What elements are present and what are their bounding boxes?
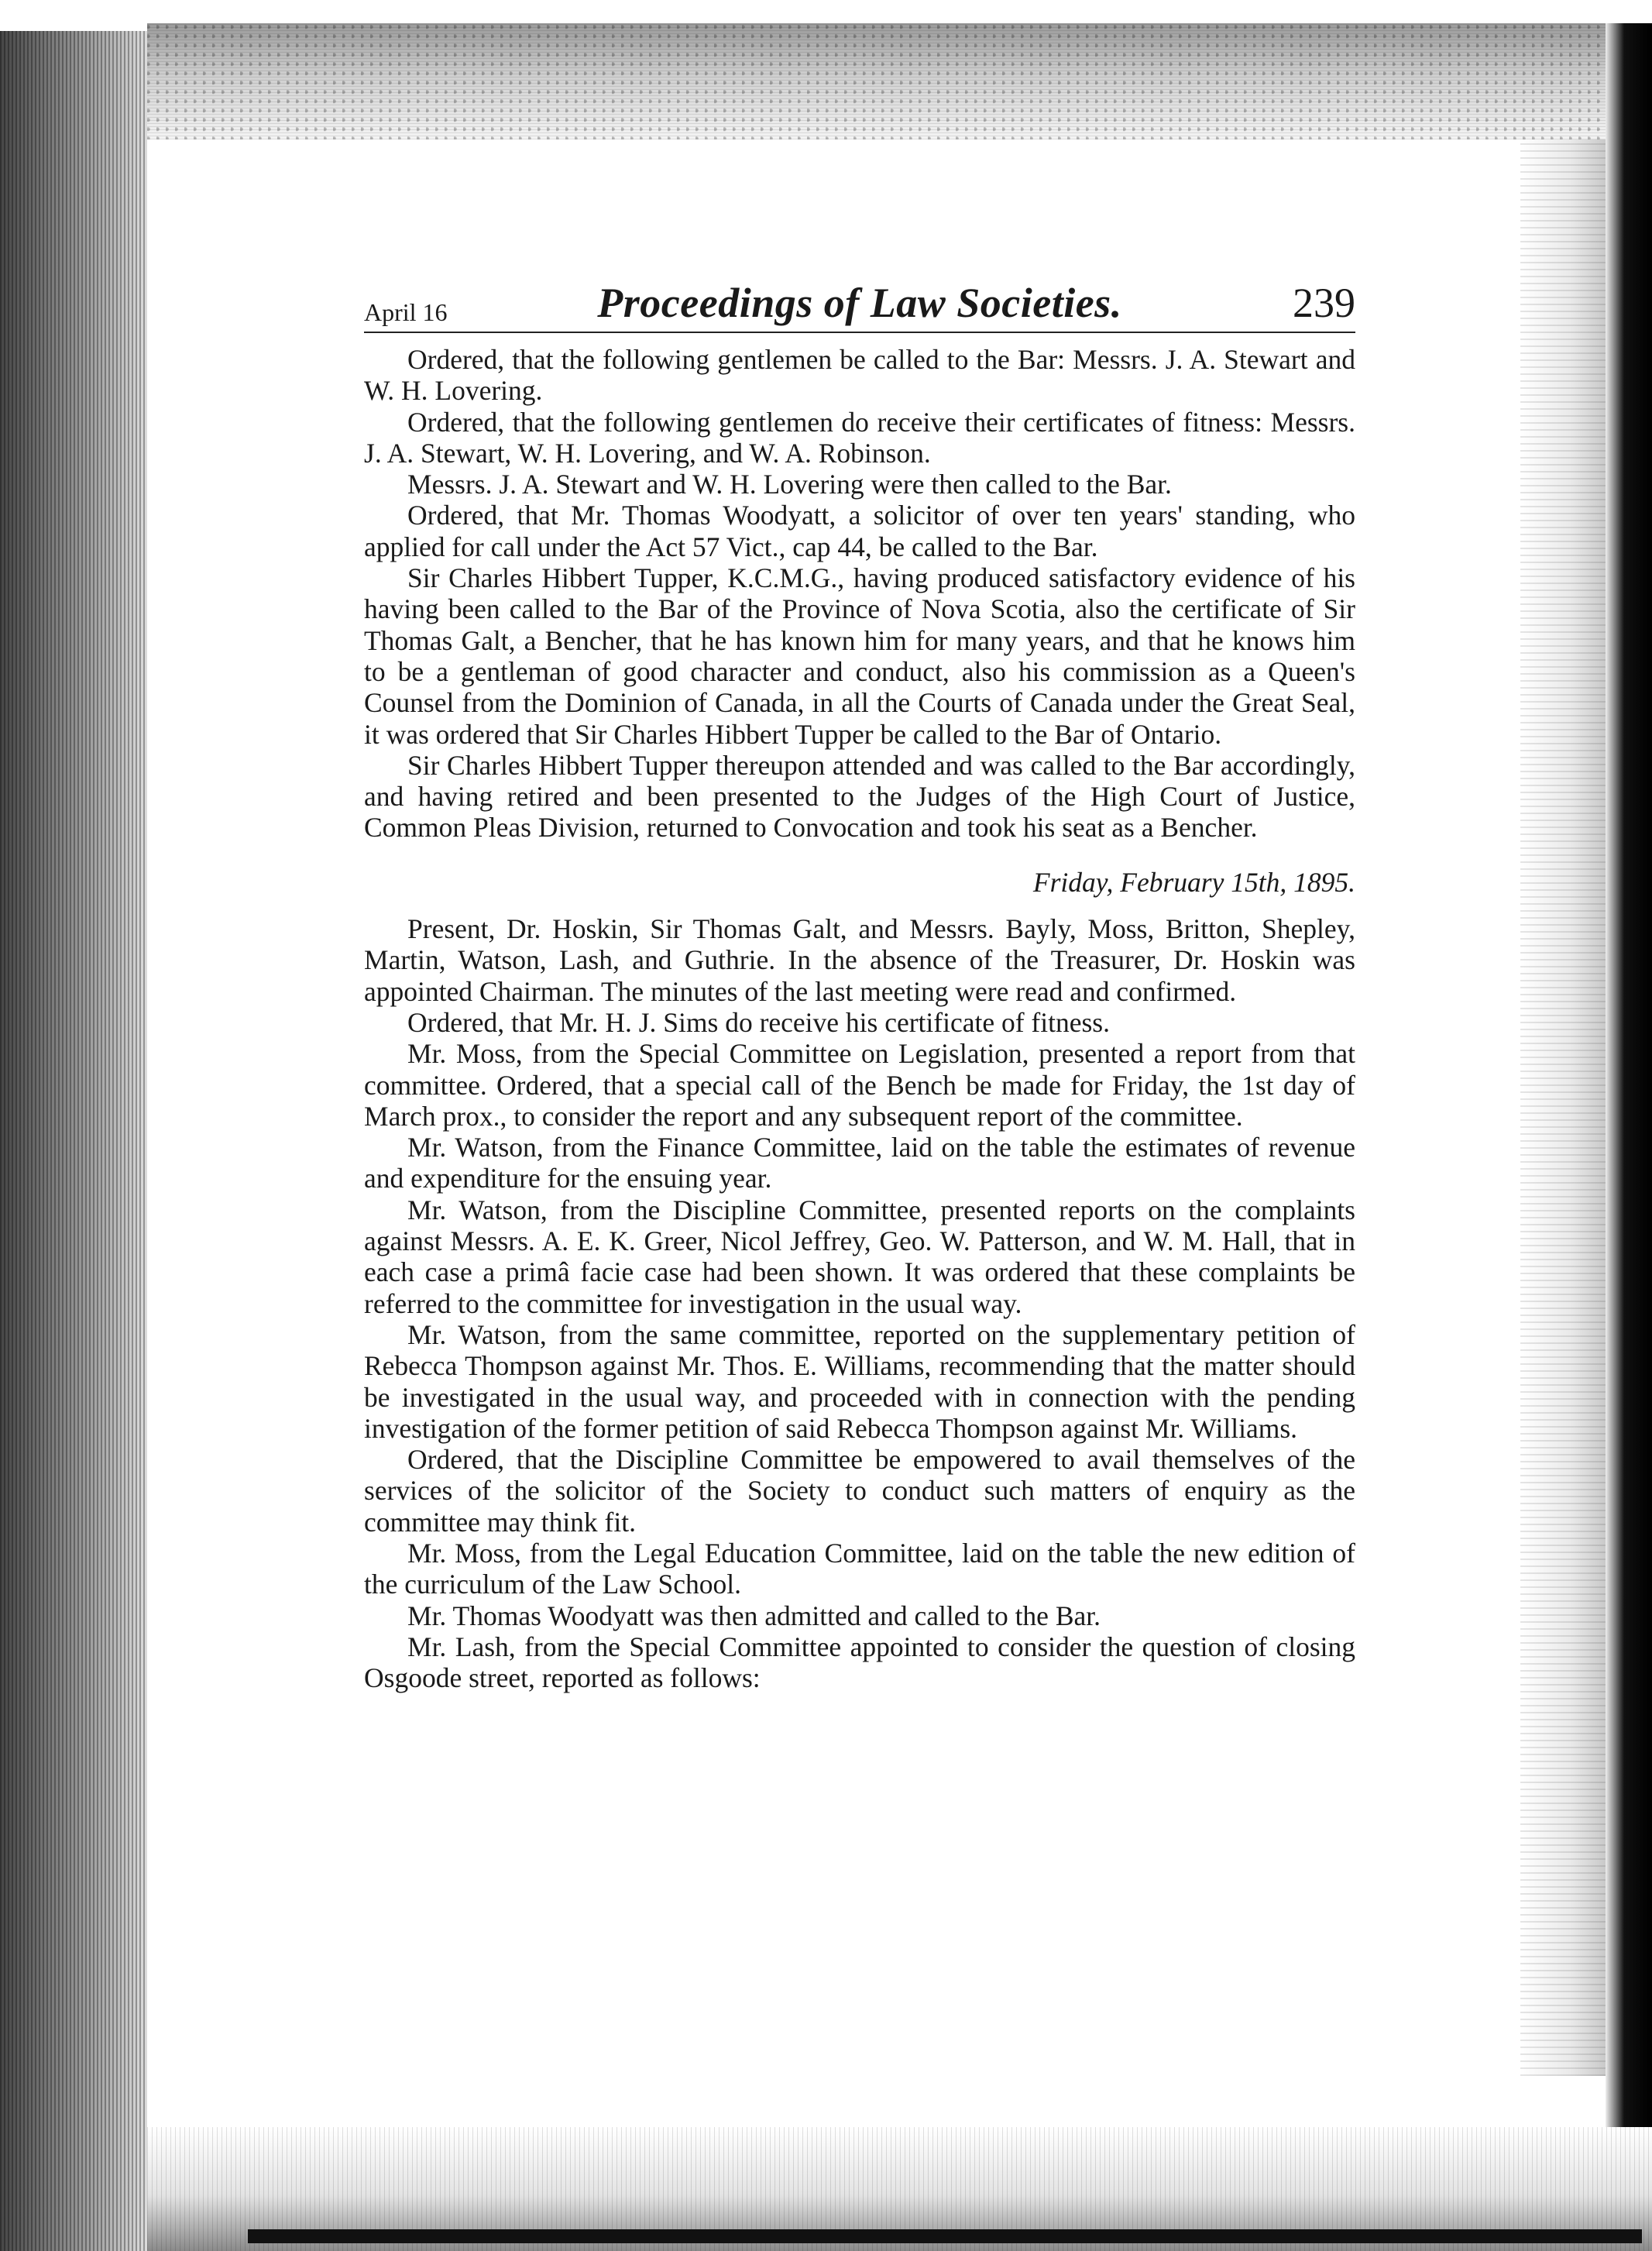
header-date: April 16 (364, 298, 448, 326)
paragraph: Ordered, that the following gentlemen do receive their certificates of fitness: Messrs. J. A. Stewart, W. H. Lovering, and W. A. Robinson. (364, 406, 1355, 469)
paragraph: Mr. Thomas Woodyatt was then admitted and called to the Bar. (407, 1600, 1101, 1631)
paragraph: Mr. Moss, from the Special Committee on Legislation, presented a report from that committee. Ordered, that a special call of the Bench be made for Friday, the 1st day of March prox., to consider the report and any subsequent report of the committee. (364, 1038, 1355, 1132)
paragraph: Present, Dr. Hoskin, Sir Thomas Galt, and Messrs. Bayly, Moss, Britton, Shepley, Martin, Watson, Lash, and Guthrie. In the absence of the Treasurer, Dr. Hoskin was appointed Chairman. The minutes of the last meeting were read and confirmed. (364, 913, 1355, 1007)
paragraph: Ordered, that Mr. Thomas Woodyatt, a solicitor of over ten years' standing, who applied for call under the Act 57 Vict., cap 44, be called to the Bar. (364, 500, 1355, 562)
document-page (364, 279, 1355, 1693)
paragraph: Mr. Moss, from the Legal Education Committee, laid on the table the new edition of the curriculum of the Law School. (364, 1537, 1355, 1600)
paragraph: Mr. Lash, from the Special Committee appointed to consider the question of closing Osgoode street, reported as follows: (364, 1631, 1355, 1694)
paragraph: Ordered, that the following gentlemen be called to the Bar: Messrs. J. A. Stewart and W. H. Lovering. (364, 344, 1355, 407)
paragraph: Ordered, that the Discipline Committee be empowered to avail themselves of the services of the solicitor of the Society to conduct such matters of enquiry as the committee may think fit. (364, 1444, 1355, 1538)
paragraph: Sir Charles Hibbert Tupper thereupon attended and was called to the Bar accordingly, and having retired and been presented to the Judges of the High Court of Justice, Common Pleas Division, returned to Convocation and took his seat as a Bencher. (364, 749, 1355, 844)
header-title: Proceedings of Law Societies. (597, 280, 1122, 326)
paragraph: Mr. Watson, from the Finance Committee, laid on the table the estimates of revenue and expenditure for the ensuing year. (364, 1132, 1355, 1194)
date-heading: Friday, February 15th, 1895. (1032, 866, 1355, 898)
scan-bottom-bar (248, 2229, 1642, 2243)
document-body (364, 344, 1355, 1693)
page-number: 239 (1293, 280, 1355, 326)
scan-border-top (147, 23, 1619, 139)
running-header (364, 279, 1355, 333)
paragraph: Mr. Watson, from the same committee, reported on the supplementary petition of Rebecca Thompson against Mr. Thos. E. Williams, recommending that the matter should be investigated in the usual way, and proceeded with in connection with the pending investigation of the former petition of said Rebecca Thompson against Mr. Williams. (364, 1318, 1355, 1444)
scan-border-right-inner (1520, 139, 1606, 2076)
paragraph: Messrs. J. A. Stewart and W. H. Lovering were then called to the Bar. (407, 469, 1172, 500)
scan-border-left (0, 31, 147, 2251)
paragraph: Sir Charles Hibbert Tupper, K.C.M.G., having produced satisfactory evidence of his having been called to the Bar of the Province of Nova Scotia, also the certificate of Sir Thomas Galt, a Bencher, that he has known him for many years, and that he knows him to be a gentleman of good character and conduct, also his commission as a Queen's Counsel from the Dominion of Canada, in all the Courts of Canada under the Great Seal, it was ordered that Sir Charles Hibbert Tupper be called to the Bar of Ontario. (364, 562, 1355, 750)
paragraph: Mr. Watson, from the Discipline Committee, presented reports on the complaints against Messrs. A. E. K. Greer, Nicol Jeffrey, Geo. W. Patterson, and W. M. Hall, that in each case a primâ facie case had been shown. It was ordered that these complaints be referred to the committee for investigation in the usual way. (364, 1194, 1355, 1319)
scan-border-right (1606, 23, 1652, 2251)
paragraph: Ordered, that Mr. H. J. Sims do receive his certificate of fitness. (407, 1006, 1110, 1038)
